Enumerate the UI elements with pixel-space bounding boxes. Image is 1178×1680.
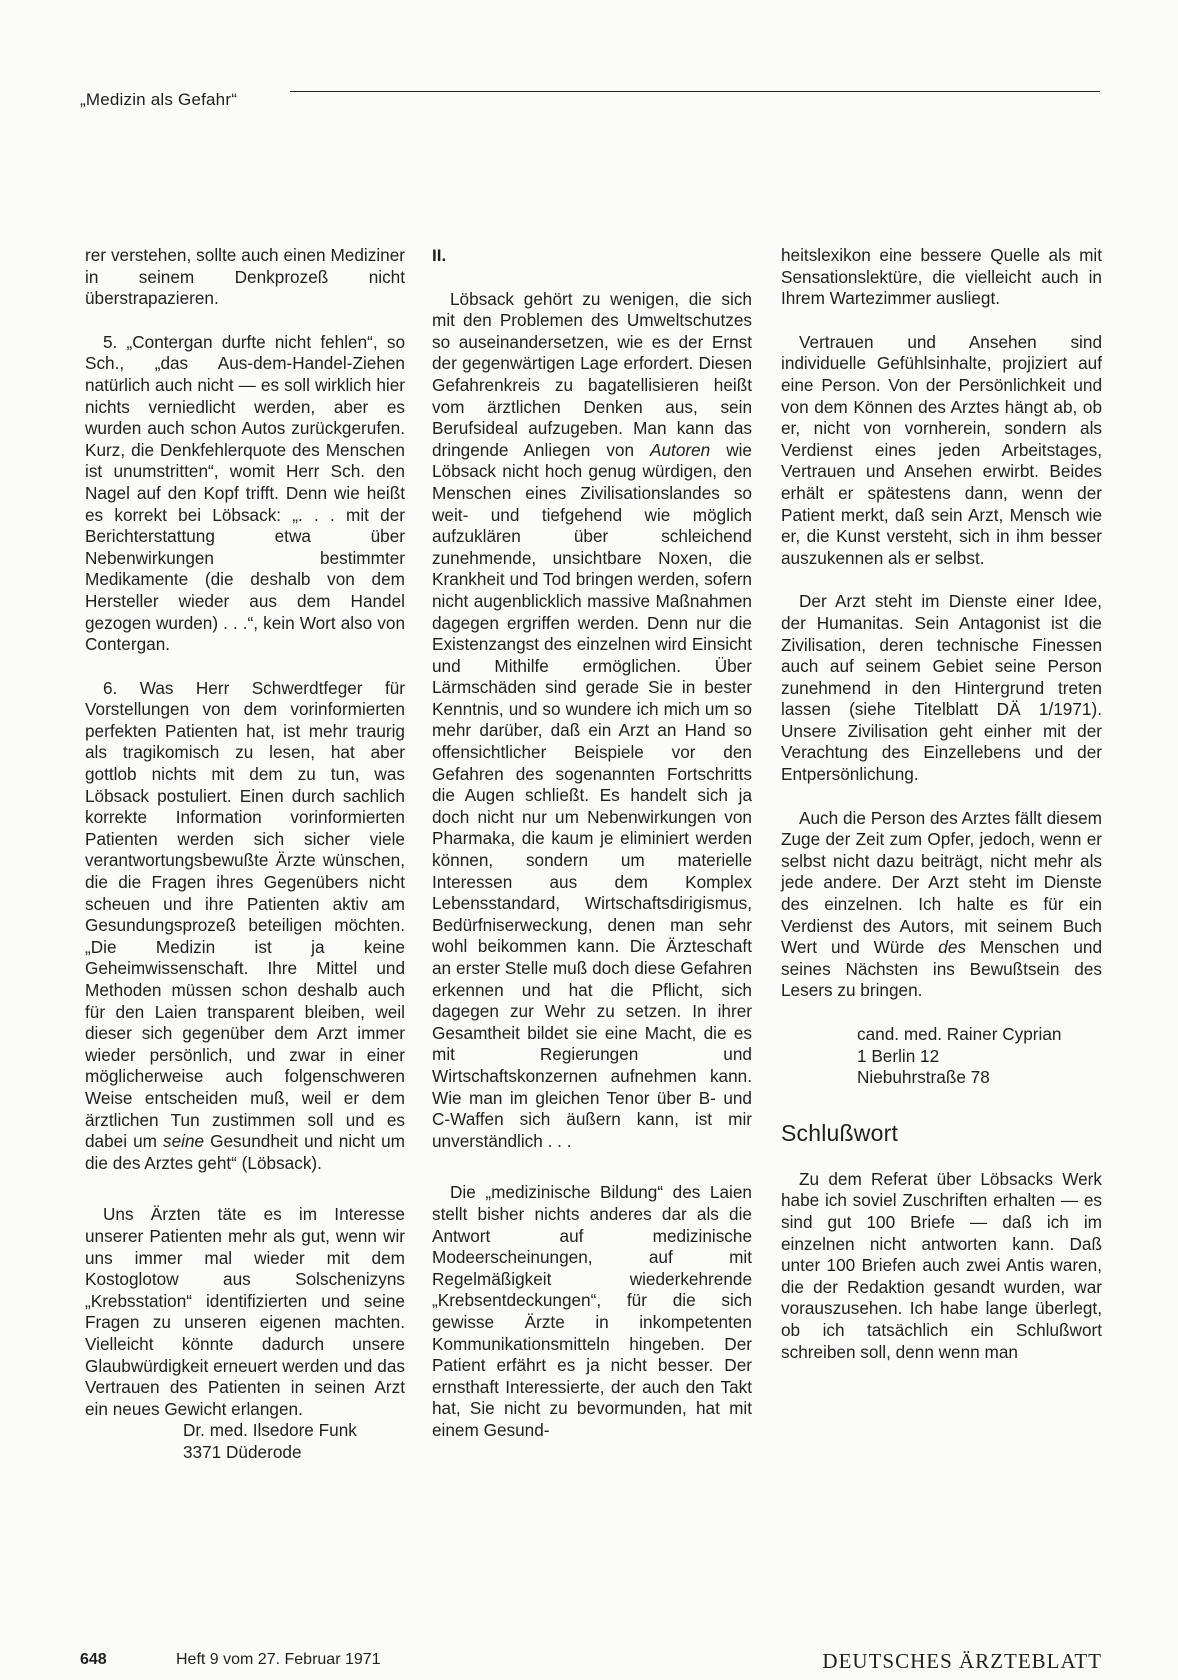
left-paragraph-3-emphasis: seine: [163, 1131, 205, 1152]
column-left: [85, 245, 405, 1463]
page-number: 648: [80, 1651, 107, 1668]
left-paragraph-2: 5. „Contergan durfte nicht fehlen“, so Sch., „das Aus-dem-Handel-Ziehen natürlich auch nicht — es soll wirklich hier nichts verniedlicht werden, aber es wurden auch schon Autos zurückgerufen. Kurz, die Denkfehlerquote des Menschen ist unumstritten“, womit Herr Sch. den Nagel auf den Kopf trifft. Denn wie heißt es korrekt bei Löbsack: „. . . mit der Berichterstattung etwa über Nebenwirkungen bestimmter Medikamente (die deshalb von dem Hersteller wieder aus dem Handel gezogen wurden) . . .“, kein Wort also von Contergan.: [85, 331, 405, 655]
running-title: „Medizin als Gefahr“: [80, 90, 238, 109]
mid-paragraph-1: [432, 289, 752, 1153]
spacer: [85, 1174, 405, 1204]
spacer: [781, 786, 1102, 808]
left-paragraph-3-a: 6. Was Herr Schwerdtfeger für Vorstellungen von dem vorinformierten perfekten Patienten hat, ist mehr traurig als tragikomisch zu lesen, hat aber gottlob nichts mit dem zu tun, was Löbsack postuliert. Einen durch sachlich korrekte Information vorinformierten Patienten werden sich sicher viele verantwortungsbewußte Ärzte wünschen, die die Fragen ihres Gegenübers nicht scheuen und ihre Patienten aktiv am Gesundungsprozeß beteiligen möchten. „Die Medizin ist ja keine Geheimwissenschaft. Ihre Mittel und Methoden müssen schon deshalb auch für den Laien transparent bleiben, weil dieser sich gegenüber dem Arzt immer wieder persönlich, und zwar in einer möglicherweise auch folgenschweren Weise entscheiden muß, weil er dem ärztlichen Tun zustimmen soll und es dabei um: [85, 677, 405, 1152]
left-paragraph-3: [85, 678, 405, 1175]
mid-paragraph-1-emphasis: Autoren: [650, 439, 711, 460]
spacer: [781, 1002, 1102, 1024]
spacer: [85, 310, 405, 332]
right-paragraph-5: Zu dem Referat über Löbsacks Werk habe ich soviel Zuschriften erhalten — es sind gut 100 Briefe — daß ich im einzelnen nicht antworten kann. Daß unter 100 Briefen auch zwei Antis waren, die der Redaktion gesandt wurden, war vorauszusehen. Ich habe lange überlegt, ob ich tatsächlich ein Schlußwort schreiben soll, denn wenn man: [781, 1168, 1102, 1362]
section-heading-schlusswort: Schlußwort: [781, 1119, 899, 1146]
right-paragraph-4-a: Auch die Person des Arztes fällt diesem Zuge der Zeit zum Opfer, jedoch, wenn er selbst nicht dazu beiträgt, nicht mehr als jede andere. Der Arzt steht im Dienste des einzelnen. Ich halte es für ein Verdienst des Autors, mit seinem Buch Wert und Würde: [781, 807, 1102, 958]
spacer: [781, 1089, 1102, 1119]
right-paragraph-3: Der Arzt steht im Dienste einer Idee, der Humanitas. Sein Antagonist ist die Zivilisation, deren technische Finessen auch auf seinem Gebiet seine Person zunehmend in den Hintergrund treten lassen (siehe Titelblatt DÄ 1/1971). Unsere Zivilisation geht einher mit der Verachtung des Einzellebens und der Entpersönlichung.: [781, 591, 1102, 785]
right-paragraph-4: [781, 808, 1102, 1002]
signature-city-cyprian: 1 Berlin 12: [857, 1045, 940, 1066]
spacer: [781, 310, 1102, 332]
right-paragraph-4-emphasis: des: [938, 937, 967, 958]
running-header: [80, 84, 1100, 114]
spacer: [85, 656, 405, 678]
page-footer: [80, 1651, 1102, 1677]
issue-info: Heft 9 vom 27. Februar 1971: [176, 1651, 381, 1668]
right-paragraph-1: heitslexikon eine bessere Quelle als mit Sensationslektüre, die vielleicht auch in Ihrem Wartezimmer ausliegt.: [781, 245, 1102, 309]
right-paragraph-2: Vertrauen und Ansehen sind individuelle Gefühlsinhalte, projiziert auf eine Person. Von der Persönlichkeit und von dem Können des Arztes hängt ab, ob er, nicht von vornherein, sondern als Verdienst eines jeden Arbeitstages, Vertrauen und Ansehen erwirbt. Beides erhält er spätestens dann, wenn der Patient merkt, daß sein Arzt, Mensch wie er, die Kunst versteht, sich in ihm besser auszukennen als er selbst.: [781, 331, 1102, 568]
right-paragraph-4-b: Menschen und seines Nächsten ins Bewußtsein des Lesers zu bringen.: [781, 937, 1103, 1001]
signature-name-funk: Dr. med. Ilsedore Funk: [183, 1420, 357, 1441]
signature-place-funk: 3371 Düderode: [183, 1441, 302, 1462]
section-number: II.: [432, 246, 447, 265]
mid-paragraph-2: Die „medizinische Bildung“ des Laien stellt bisher nichts anderes dar als die Antwort auf medizinische Modeerscheinungen, auf mit Regelmäßigkeit wiederkehrende „Krebsentdeckungen“, für die sich gewisse Ärzte in inkompetenten Kommunikationsmitteln hingeben. Der Patient erfährt es ja nicht besser. Der ernsthaft Interessierte, der auch den Takt hat, Sie nicht zu bevormunden, hat mit einem Gesund-: [432, 1182, 752, 1440]
spacer: [432, 267, 752, 289]
mid-paragraph-1-b: wie Löbsack nicht hoch genug würdigen, den Menschen eines Zivilisationslandes so weit- und tiefgehend wie möglich aufzuklären über schleichend zunehmende, unsichtbare Noxen, die Krankheit und Tod bringen werden, sofern nicht augenblicklich massive Maßnahmen dagegen ergriffen werden. Denn nur die Existenzangst des einzelnen wird Einsicht und Mithilfe ermöglichen. Über Lärmschäden sind gerade Sie in bester Kenntnis, und so wundere ich mich um so mehr darüber, daß ein Arzt an Hand so offensichtlicher Beispiele vor den Gefahren des sogenannten Fortschritts die Augen schließt. Es handelt sich ja doch nicht nur um Nebenwirkungen von Pharmaka, die kaum je eliminiert werden können, sondern um materielle Interessen aus dem Komplex Lebensstandard, Wirtschaftsdirigismus, Bedürfniserweckung, denen man sehr wohl beikommen kann. Die Ärzteschaft an erster Stelle muß doch diese Gefahren erkennen und hat die Pflicht, sich dagegen zur Wehr zu setzen. In ihrer Gesamtheit bildet sie eine Macht, die es mit Regierungen und Wirtschaftskonzernen aufnehmen kann. Wie man im gleichen Tenor über B- und C-Waffen sich äußern kann, ist mir unverständlich . . .: [432, 439, 752, 1151]
header-rule: [290, 91, 1100, 92]
left-paragraph-4: Uns Ärzten täte es im Interesse unserer Patienten mehr als gut, wenn wir uns immer mal wieder mit dem Kostoglotow aus Solschenizyns „Krebsstation“ identifizierten und seine Fragen zu unseren eigenen machten. Vielleicht könnte dadurch unsere Glaubwürdigkeit erneuert werden und das Vertrauen des Patienten in seinen Arzt ein neues Gewicht erlangen.: [85, 1204, 405, 1419]
column-middle: [432, 245, 752, 1441]
spacer: [781, 1147, 1102, 1169]
spacer: [432, 1152, 752, 1182]
column-right: [781, 245, 1102, 1363]
journal-name: DEUTSCHES ÄRZTEBLATT: [822, 1649, 1102, 1673]
spacer: [781, 569, 1102, 591]
left-paragraph-3-b: Gesundheit und nicht um die des Arztes geht“ (Löbsack).: [85, 1131, 405, 1173]
left-paragraph-1: rer verstehen, sollte auch einen Mediziner in seinem Denkprozeß nicht überstrapazieren.: [85, 245, 405, 309]
signature-name-cyprian: cand. med. Rainer Cyprian: [857, 1024, 1062, 1044]
signature-street-cyprian: Niebuhrstraße 78: [857, 1067, 990, 1088]
mid-paragraph-1-a: Löbsack gehört zu wenigen, die sich mit den Problemen des Umweltschutzes so auseinandersetzen, wie es der Ernst der gegenwärtigen Lage erfordert. Diesen Gefahrenkreis zu bagatellisieren heißt vom ärztlichen Denken aus, sein Berufsideal aufzugeben. Man kann das dringende Anliegen von: [432, 288, 752, 460]
